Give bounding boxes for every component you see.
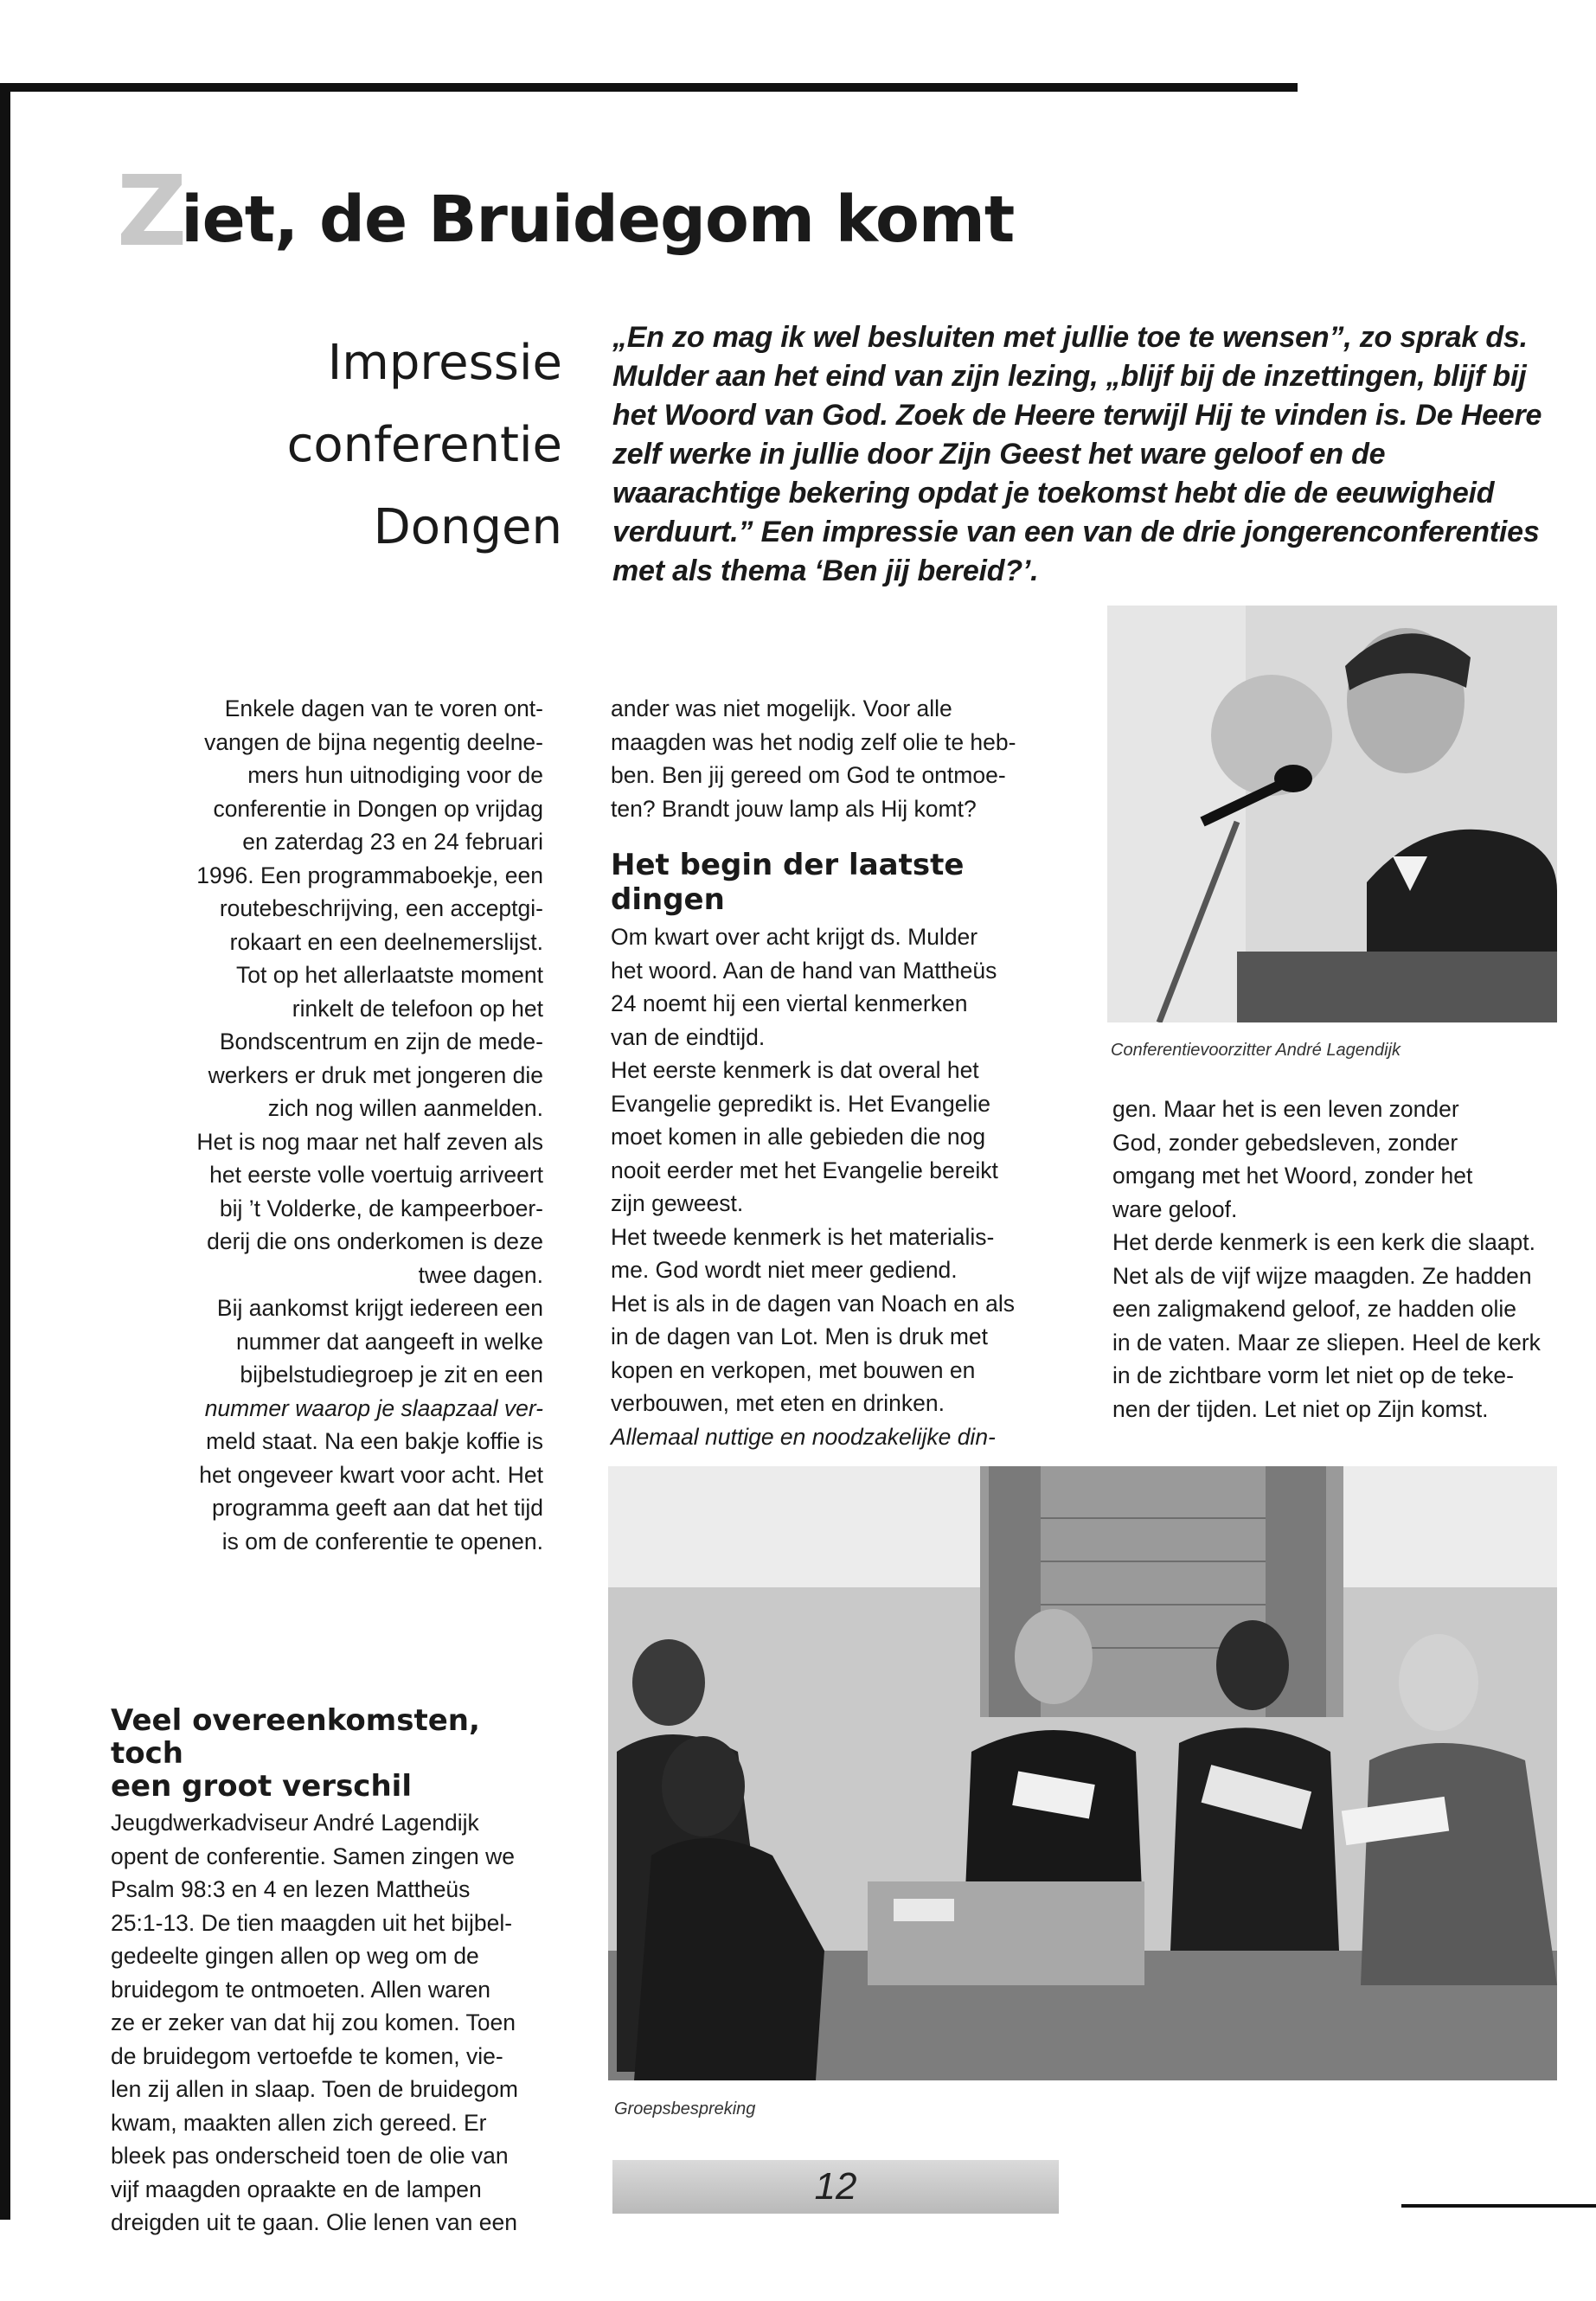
kicker-line: Impressie: [327, 335, 562, 391]
text-line: Net als de vijf wijze maagden. Ze hadden: [1112, 1262, 1532, 1289]
text-line: bij ’t Volderke, de kampeerboer-: [219, 1195, 543, 1221]
text-line: dreigden uit te gaan. Olie lenen van een: [111, 2209, 517, 2235]
text-line: zich nog willen aanmelden.: [267, 1095, 543, 1121]
text-line: in de zichtbare vorm let niet op de teke-: [1112, 1362, 1514, 1388]
text-line: rokaart en een deelnemerslijst.: [229, 928, 543, 955]
text-line: opent de conferentie. Samen zingen we: [111, 1843, 516, 1869]
column-1: [112, 692, 543, 1558]
text-line: gen. Maar het is een leven zonder: [1112, 1096, 1459, 1122]
column-2: [611, 692, 1061, 1453]
article-title: [117, 156, 1014, 268]
top-rule: [0, 83, 1298, 92]
text-line: Om kwart over acht krijgt ds. Mulder: [611, 924, 978, 950]
text-line: omgang met het Woord, zonder het: [1112, 1163, 1473, 1189]
speaker-photo: [1107, 606, 1557, 1022]
text-line: Bondscentrum en zijn de mede-: [219, 1029, 543, 1054]
text-line: Tot op het allerlaatste moment: [236, 962, 543, 988]
text-line: nen der tijden. Let niet op Zijn komst.: [1112, 1395, 1489, 1422]
text-line: ben. Ben jij gereed om God te ontmoe-: [611, 762, 1006, 788]
text-line: me. God wordt niet meer gediend.: [611, 1257, 958, 1283]
text-line: verbouwen, met eten en drinken.: [611, 1390, 945, 1416]
text-line: gedeelte gingen allen op weg om de: [111, 1943, 479, 1969]
kicker-line: Dongen: [373, 499, 562, 555]
page-number: 12: [814, 2165, 857, 2208]
text-line: bijbelstudiegroep je zit en een: [240, 1362, 543, 1388]
text-line: twee dagen.: [418, 1261, 543, 1288]
text-line: nummer waarop je slaapzaal ver-: [204, 1394, 543, 1421]
text-line: Het derde kenmerk is een kerk die slaapt.: [1112, 1229, 1536, 1255]
title-initial: Z: [117, 156, 187, 268]
group-discussion-photo: [608, 1466, 1557, 2080]
text-line: ware geloof.: [1112, 1195, 1238, 1222]
text-line: moet komen in alle gebieden die nog: [611, 1124, 986, 1150]
text-line: van de eindtijd.: [611, 1023, 766, 1050]
text-line: Jeugdwerkadviseur André Lagendijk: [111, 1810, 479, 1836]
kicker: [216, 322, 562, 568]
column-3: [1112, 1093, 1562, 1426]
text-line: Allemaal nuttige en noodzakelijke din-: [611, 1423, 996, 1450]
kicker-line: conferentie: [286, 417, 562, 473]
text-line: routebeschrijving, een acceptgi-: [219, 895, 543, 921]
text-line: het ongeveer kwart voor acht. Het: [199, 1461, 543, 1488]
text-line: len zij allen in slaap. Toen de bruidegom: [111, 2076, 518, 2102]
bottom-rule: [1401, 2204, 1596, 2208]
section-heading: [111, 1704, 561, 1803]
section-heading-line: Veel overeenkomsten, toch: [111, 1703, 480, 1771]
text-line: Bij aankomst krijgt iedereen een: [216, 1295, 543, 1321]
speaker-caption: Conferentievoorzitter André Lagendijk: [1111, 1041, 1401, 1060]
text-line: maagden was het nodig zelf olie te heb-: [611, 728, 1016, 755]
text-line: een zaligmakend geloof, ze hadden olie: [1112, 1296, 1517, 1322]
text-line: ten? Brandt jouw lamp als Hij komt?: [611, 795, 977, 822]
page-number-bar: [612, 2160, 1059, 2214]
left-rule: [0, 83, 10, 2220]
text-line: de bruidegom vertoefde te komen, vie-: [111, 2042, 503, 2069]
text-line: kopen en verkopen, met bouwen en: [611, 1356, 976, 1383]
text-line: vangen de bijna negentig deelne-: [204, 728, 543, 755]
text-line: in de dagen van Lot. Men is druk met: [611, 1324, 989, 1349]
text-line: ander was niet mogelijk. Voor alle: [611, 695, 952, 721]
text-line: ze er zeker van dat hij zou komen. Toen: [111, 2009, 516, 2035]
text-line: Het tweede kenmerk is het materialis-: [611, 1223, 995, 1250]
text-line: derij die ons onderkomen is deze: [207, 1228, 543, 1254]
text-line: God, zonder gebedsleven, zonder: [1112, 1129, 1458, 1156]
text-line: Enkele dagen van te voren ont-: [224, 695, 543, 721]
text-line: nooit eerder met het Evangelie bereikt: [611, 1157, 998, 1183]
text-line: is om de conferentie te openen.: [221, 1528, 543, 1554]
text-line: kwam, maakten allen zich gereed. Er: [111, 2109, 487, 2136]
text-line: het woord. Aan de hand van Mattheüs: [611, 957, 997, 984]
text-line: Psalm 98:3 en 4 en lezen Mattheüs: [111, 1876, 471, 1902]
text-line: 1996. Een programmaboekje, een: [196, 862, 543, 888]
title-rest: iet, de Bruidegom komt: [181, 183, 1015, 257]
text-line: 25:1-13. De tien maagden uit het bijbel-: [111, 1909, 513, 1936]
text-line: bruidegom te ontmoeten. Allen waren: [111, 1976, 490, 2003]
lead-paragraph: „En zo mag ik wel besluiten met jullie toe te wensen”, zo sprak ds. Mulder aan het eind van zijn lezing, „blijf bij de inzettingen, blijf bij het Woord van God. Zoek de Heere terwijl Hij te vinden is. De Heere zelf werke in jullie door Zijn Geest het ware geloof en de waarachtige bekering opdat je toekomst hebt die de eeuwigheid verduurt.” Een impressie van een van de drie jongerenconferenties met als thema ‘Ben jij bereid?’.: [612, 321, 1542, 587]
section-heading: Het begin der laatste dingen: [611, 848, 965, 917]
text-line: vijf maagden opraakte en de lampen: [111, 2176, 482, 2202]
text-line: in de vaten. Maar ze sliepen. Heel de kerk: [1112, 1329, 1541, 1356]
text-line: mers hun uitnodiging voor de: [247, 762, 543, 788]
text-line: werkers er druk met jongeren die: [208, 1061, 543, 1088]
text-line: meld staat. Na een bakje koffie is: [206, 1428, 543, 1454]
text-line: Evangelie gepredikt is. Het Evangelie: [611, 1090, 990, 1117]
text-line: nummer dat aangeeft in welke: [235, 1328, 543, 1355]
section-overeenkomsten: [111, 1704, 561, 2240]
text-line: zijn geweest.: [611, 1190, 744, 1216]
text-line: Het eerste kenmerk is dat overal het: [611, 1057, 979, 1083]
text-line: programma geeft aan dat het tijd: [211, 1495, 543, 1521]
text-line: en zaterdag 23 en 24 februari: [242, 829, 543, 855]
text-line: bleek pas onderscheid toen de olie van: [111, 2143, 509, 2169]
text-line: het eerste volle voertuig arriveert: [209, 1162, 543, 1188]
text-line: Het is nog maar net half zeven als: [196, 1128, 543, 1155]
section-heading-line: een groot verschil: [111, 1769, 412, 1804]
text-line: 24 noemt hij een viertal kenmerken: [611, 990, 968, 1016]
group-caption: Groepsbespreking: [614, 2099, 756, 2118]
text-line: conferentie in Dongen op vrijdag: [213, 795, 543, 822]
text-line: Het is als in de dagen van Noach en als: [611, 1290, 1015, 1317]
text-line: rinkelt de telefoon op het: [292, 995, 543, 1022]
